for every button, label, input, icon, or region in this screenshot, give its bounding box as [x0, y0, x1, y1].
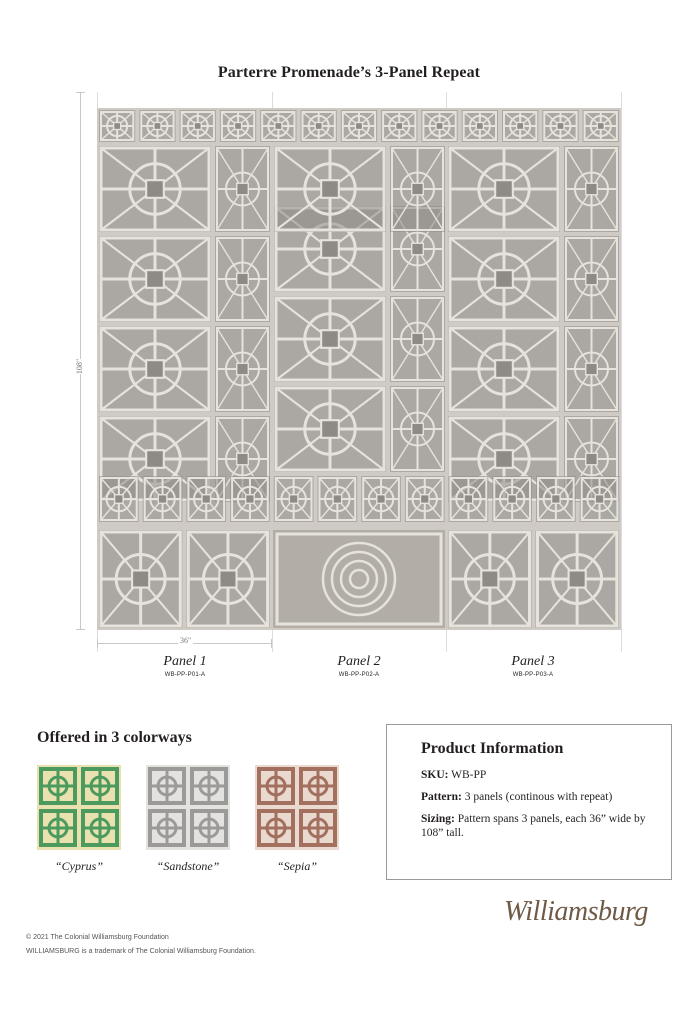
parterre-tile — [421, 110, 457, 142]
parterre-tile — [502, 110, 538, 142]
parterre-pattern-image — [97, 108, 621, 630]
pattern-row — [421, 790, 651, 804]
parterre-tile — [564, 326, 619, 412]
guide-line — [621, 92, 622, 652]
pattern-label: Pattern: — [421, 791, 462, 803]
parterre-tile — [274, 296, 386, 382]
panel-2-label — [272, 654, 446, 678]
swatch-sandstone — [146, 765, 230, 850]
panel-3-label — [446, 654, 620, 678]
parterre-tile — [180, 110, 216, 142]
parterre-tile — [274, 386, 386, 472]
swatch-cyprus — [37, 765, 121, 850]
parterre-tile — [301, 110, 337, 142]
product-info-box — [386, 724, 672, 880]
page-title: Parterre Promenade’s 3-Panel Repeat — [217, 64, 481, 81]
panel-code: WB-PP-P01-A — [164, 672, 206, 678]
parterre-tile — [260, 110, 296, 142]
parterre-tile — [390, 386, 445, 472]
parterre-tile — [341, 110, 377, 142]
maze-tile — [273, 530, 445, 628]
trademark-text: WILLIAMSBURG is a trademark of The Colonial Williamsburg Foundation. — [26, 948, 256, 955]
parterre-tile — [492, 476, 532, 522]
parterre-tile — [448, 530, 531, 628]
parterre-tile — [448, 326, 560, 412]
parterre-tile — [564, 146, 619, 232]
parterre-tile — [361, 476, 401, 522]
parterre-tile — [99, 110, 135, 142]
parterre-tile — [274, 146, 386, 232]
pattern-preview — [97, 108, 621, 630]
parterre-tile — [99, 326, 211, 412]
parterre-tile — [230, 476, 270, 522]
swatch-label-sandstone: “Sandstone” — [156, 859, 220, 873]
panel-code: WB-PP-P03-A — [512, 672, 554, 678]
williamsburg-logo: Williamsburg — [504, 896, 648, 927]
panel-name: Panel 1 — [163, 654, 207, 669]
parterre-tile — [186, 530, 269, 628]
parterre-tile — [536, 530, 619, 628]
parterre-tile — [448, 236, 560, 322]
parterre-tile — [186, 476, 226, 522]
parterre-tile — [99, 476, 139, 522]
parterre-tile — [542, 110, 578, 142]
parterre-tile — [583, 110, 619, 142]
copyright-text: © 2021 The Colonial Williamsburg Foundation — [26, 934, 169, 941]
parterre-tile — [580, 476, 620, 522]
sku-row — [421, 768, 651, 782]
parterre-tile — [215, 326, 270, 412]
parterre-tile — [99, 146, 211, 232]
parterre-tile — [220, 110, 256, 142]
parterre-tile — [405, 476, 445, 522]
parterre-tile — [99, 530, 182, 628]
product-info-title: Product Information — [421, 740, 564, 757]
parterre-tile — [564, 236, 619, 322]
parterre-tile — [381, 110, 417, 142]
sku-label: SKU: — [421, 769, 449, 781]
parterre-tile — [215, 236, 270, 322]
parterre-tile — [462, 110, 498, 142]
panel-name: Panel 2 — [337, 654, 381, 669]
parterre-tile — [215, 146, 270, 232]
parterre-tile — [318, 476, 358, 522]
colorways-heading: Offered in 3 colorways — [37, 729, 192, 746]
parterre-tile — [99, 236, 211, 322]
panel-name: Panel 3 — [511, 654, 555, 669]
panel-1-label — [98, 654, 272, 678]
parterre-tile — [390, 296, 445, 382]
parterre-tile — [390, 146, 445, 232]
height-dimension-label: 108" — [75, 358, 85, 375]
sizing-label: Sizing: — [421, 813, 455, 825]
width-dimension-label: 36" — [180, 636, 192, 645]
sizing-row — [421, 812, 651, 840]
parterre-tile — [449, 476, 489, 522]
parterre-tile — [536, 476, 576, 522]
swatch-label-sepia: “Sepia” — [276, 859, 317, 873]
sizing-value: Pattern spans 3 panels, each 36” wide by 108” tall. — [421, 813, 646, 839]
parterre-tile — [139, 110, 175, 142]
parterre-tile — [143, 476, 183, 522]
swatch-sepia — [255, 765, 339, 850]
pattern-value: 3 panels (continous with repeat) — [464, 791, 613, 803]
parterre-tile — [274, 476, 314, 522]
swatch-label-cyprus: “Cyprus” — [54, 859, 104, 873]
parterre-tile — [448, 146, 560, 232]
sku-value: WB-PP — [451, 769, 487, 781]
panel-code: WB-PP-P02-A — [338, 672, 380, 678]
